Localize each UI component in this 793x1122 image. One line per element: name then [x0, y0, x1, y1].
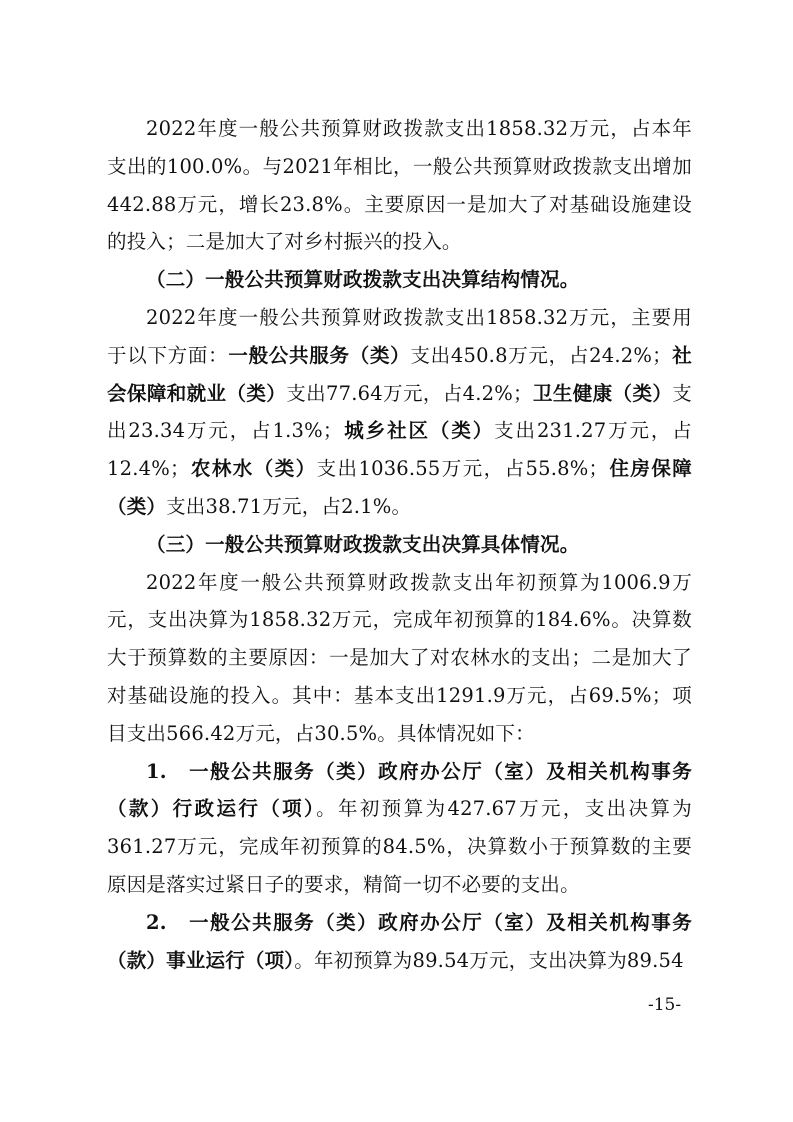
paragraph-budget-details: 2022年度一般公共预算财政拨款支出年初预算为1006.9万元，支出决算为1858.32万元，完成年初预算的184.6%。决算数大于预算数的主要原因：一是加大了对农林水的支出；二是加大了对基础设施的投入。其中：基本支出1291.9万元，占69.5%；项目支出566.42万元，占30.5%。具体情况如下： [107, 570, 692, 745]
body-text [107, 110, 692, 979]
category-housing: 住房保障（类） [107, 457, 693, 518]
category-social-security: 社会保障和就业（类） [107, 343, 692, 405]
item-1 [107, 753, 692, 904]
category-general-public-services: 一般公共服务（类） [228, 343, 411, 367]
category-health-value: 支出23.34万元，占1.3%； [107, 381, 692, 443]
category-urban-rural-value: 支出231.27万元，占12.4%； [107, 419, 692, 481]
section-heading-structure: （二）一般公共预算财政拨款支出决算结构情况。 [146, 268, 580, 292]
category-housing-value: 支出38.71万元，占2.1%。 [166, 494, 412, 518]
item-2-title: 2. 一般公共服务（类）政府办公厅（室）及相关机构事务（款）事业运行（项） [107, 910, 692, 972]
item-2 [107, 904, 692, 980]
item-2-text: 。年初预算为89.54万元，支出决算为89.54 [294, 948, 684, 972]
page-number: -15- [648, 995, 682, 1015]
category-general-public-services-value: 支出450.8万元，占24.2%； [410, 343, 672, 367]
paragraph-expenditure-structure [107, 299, 692, 526]
category-agriculture-value: 支出1036.55万元，占55.8%； [316, 457, 609, 481]
category-social-security-value: 支出77.64万元，占4.2%； [286, 381, 533, 405]
structure-intro: 2022年度一般公共预算财政拨款支出1858.32万元，主要用于以下方面： [107, 305, 692, 367]
item-1-title: 1. 一般公共服务（类）政府办公厅（室）及相关机构事务（款）行政运行（项） [107, 759, 692, 821]
item-1-text: 。年初预算为427.67万元，支出决算为361.27万元，完成年初预算的84.5%，决算数小于预算数的主要原因是落实过紧日子的要求，精简一切不必要的支出。 [107, 797, 692, 896]
category-urban-rural: 城乡社区（类） [342, 419, 495, 443]
category-health: 卫生健康（类） [532, 381, 673, 405]
category-agriculture: 农林水（类） [189, 457, 317, 481]
paragraph-total-expenditure: 2022年度一般公共预算财政拨款支出1858.32万元，占本年支出的100.0%。与2021年相比，一般公共预算财政拨款支出增加442.88万元，增长23.8%。主要原因一是加大了对基础设施建设的投入；二是加大了对乡村振兴的投入。 [107, 117, 692, 254]
section-heading-details: （三）一般公共预算财政拨款支出决算具体情况。 [146, 532, 580, 556]
